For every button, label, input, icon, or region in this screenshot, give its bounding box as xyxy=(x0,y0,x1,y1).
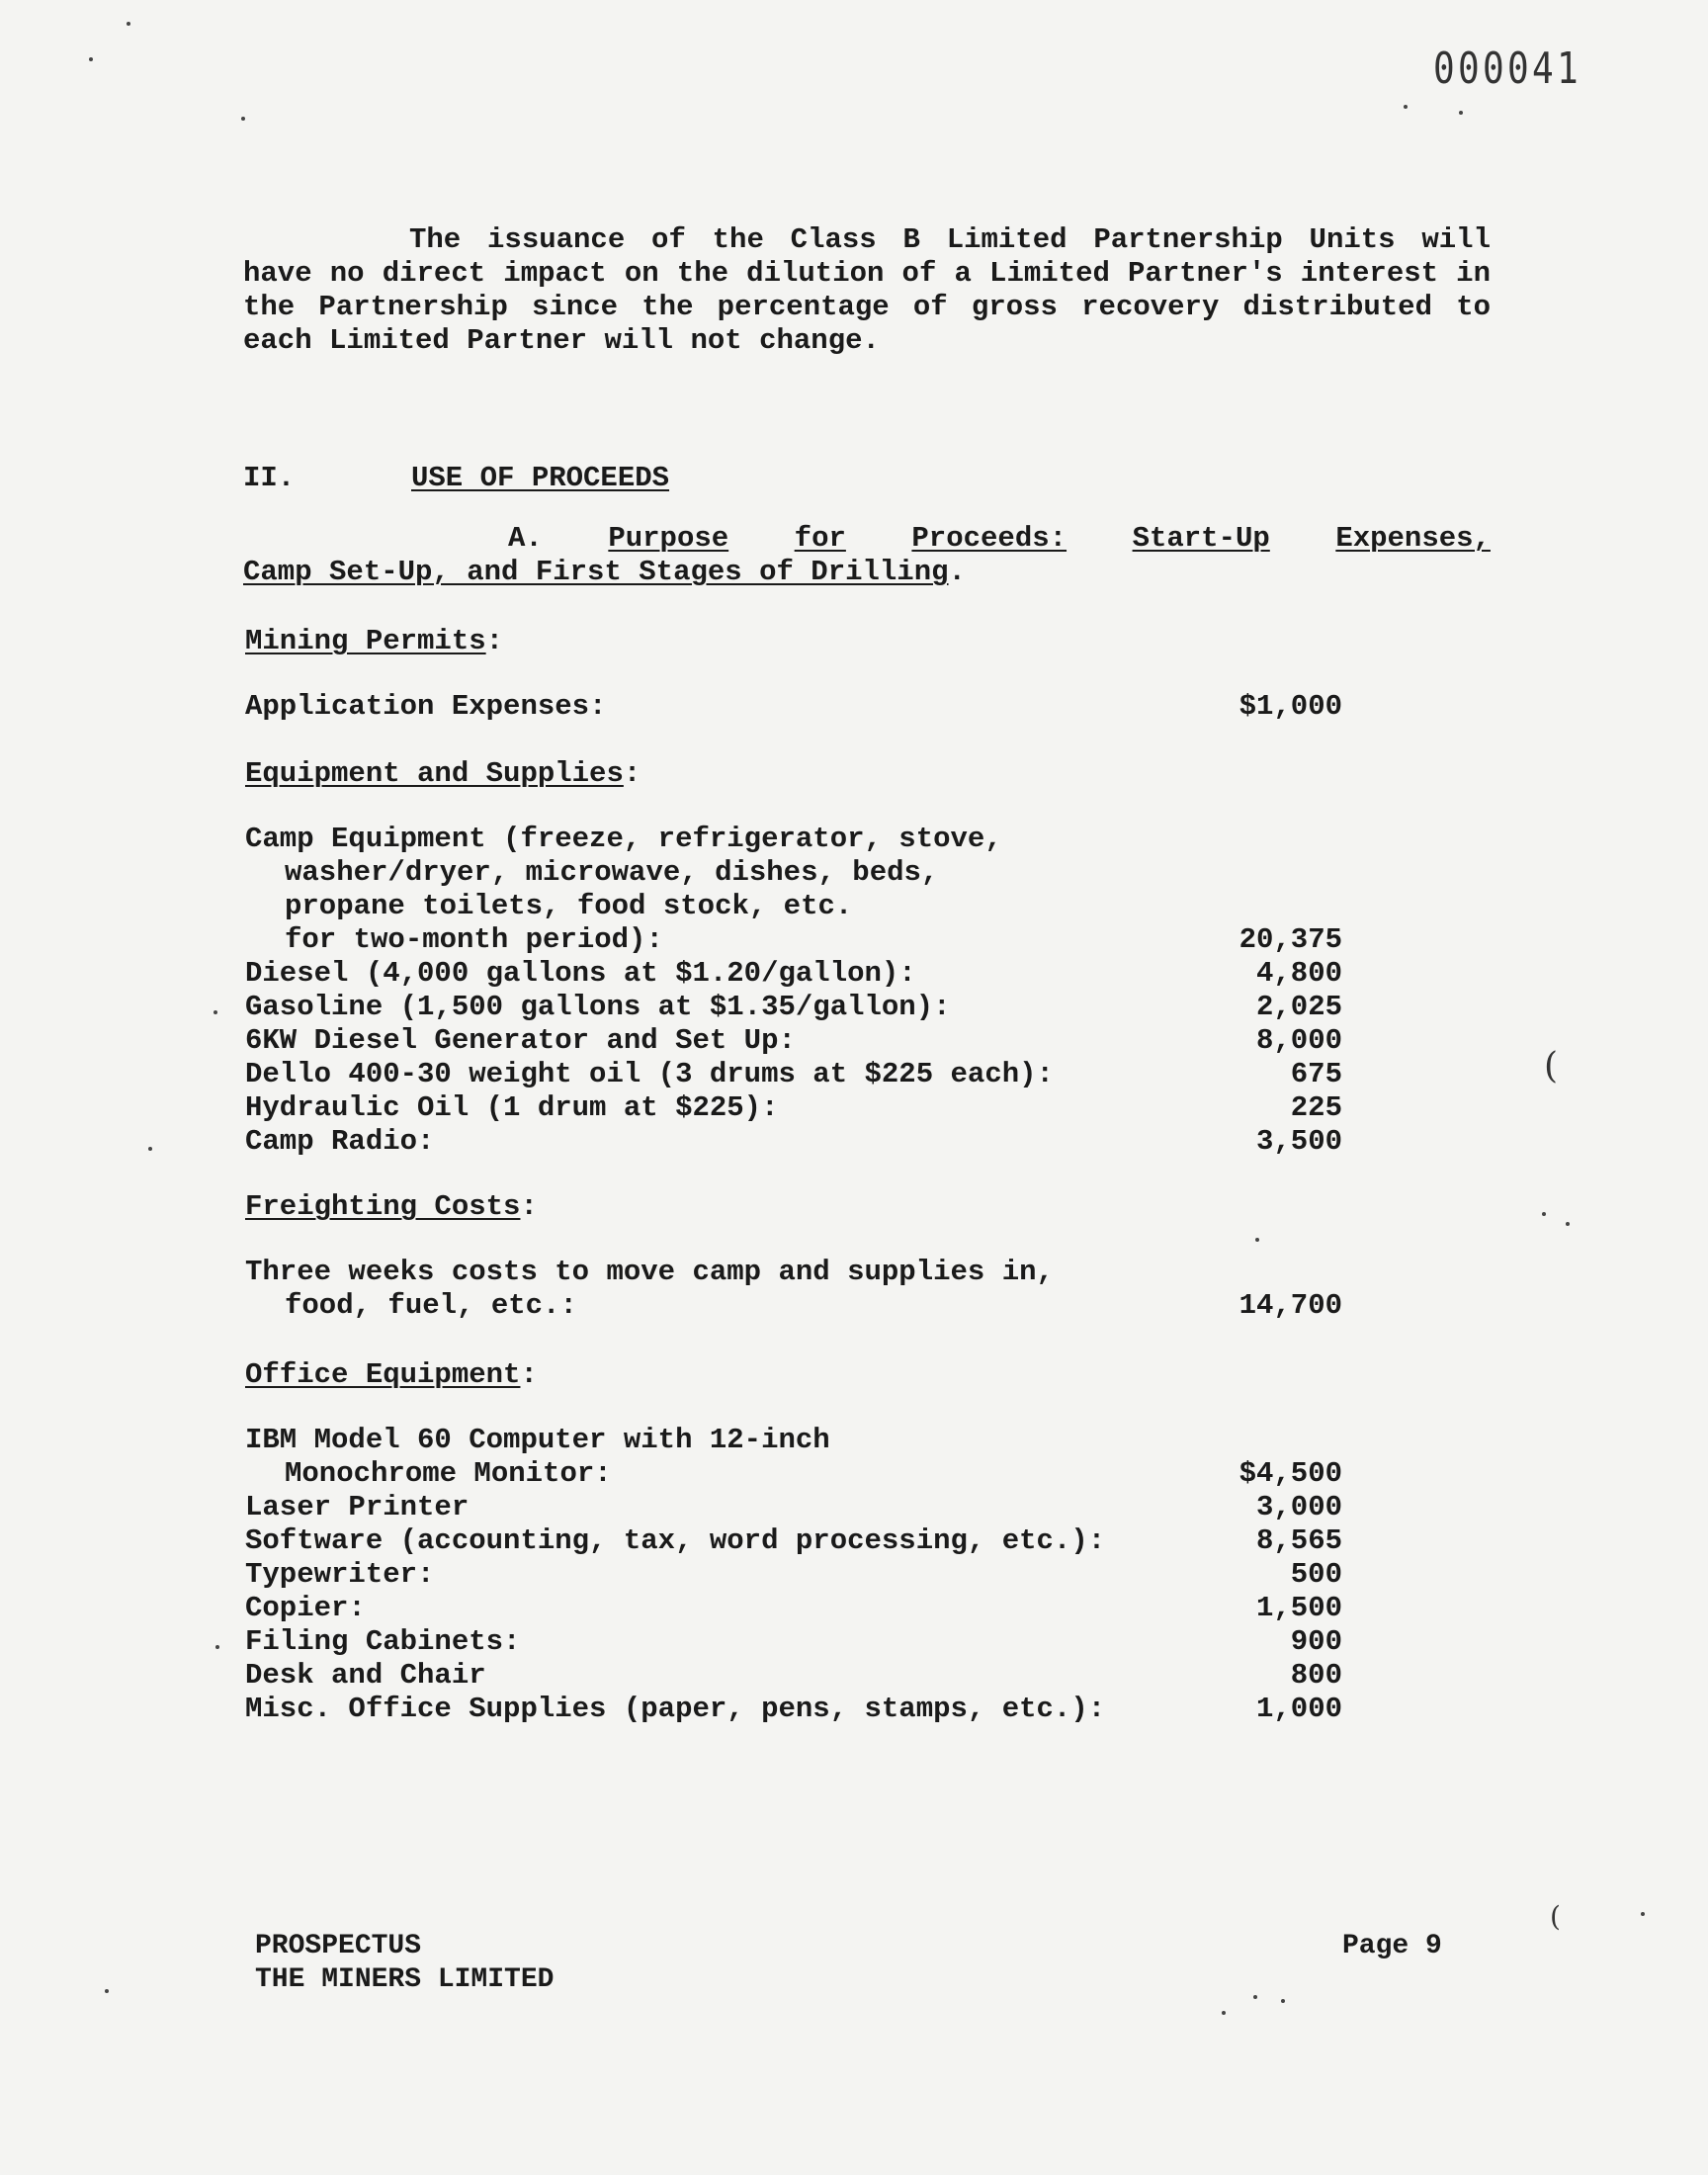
line-item-amount: 900 xyxy=(1290,1625,1342,1658)
line-item-label: Gasoline (1,500 gallons at $1.35/gallon): xyxy=(245,991,951,1023)
purpose-word: Start-Up xyxy=(1132,522,1270,555)
line-item xyxy=(245,1524,1342,1558)
line-item xyxy=(245,1491,1342,1524)
margin-mark: ( xyxy=(1550,1900,1561,1933)
line-item xyxy=(245,1693,1342,1726)
intro-paragraph: The issuance of the Class B Limited Partnership Units will have no direct impact on the dilution of a Limited Partner's interest in the Partnership since the percentage of gross recovery distributed to each Limited Partner will not change. xyxy=(243,223,1491,357)
line-item-amount: 20,375 xyxy=(1238,923,1342,956)
scan-speck xyxy=(215,1645,219,1649)
line-item xyxy=(245,1024,1342,1058)
line-item-amount: 8,000 xyxy=(1255,1024,1342,1057)
equipment-heading: Equipment and Supplies: xyxy=(245,757,641,790)
line-item-label: Diesel (4,000 gallons at $1.20/gallon): xyxy=(245,957,916,990)
scan-speck xyxy=(1404,105,1408,109)
line-item-amount: 1,500 xyxy=(1255,1592,1342,1624)
line-item-amount: 1,000 xyxy=(1255,1693,1342,1725)
line-item-amount: 14,700 xyxy=(1238,1289,1342,1322)
line-item-amount: 2,025 xyxy=(1255,991,1342,1023)
mining-permits-heading: Mining Permits: xyxy=(245,625,504,657)
computer-line: IBM Model 60 Computer with 12-inch xyxy=(245,1424,830,1456)
scan-speck xyxy=(148,1147,152,1151)
line-item-label: Typewriter: xyxy=(245,1558,435,1591)
purpose-word: Expenses, xyxy=(1335,522,1491,555)
section-number: II. xyxy=(243,462,296,494)
line-item xyxy=(245,923,1342,957)
line-item xyxy=(245,1091,1342,1125)
line-item-label: Software (accounting, tax, word processing, etc.): xyxy=(245,1524,1106,1557)
scan-speck xyxy=(105,1989,109,1993)
line-item-label: Misc. Office Supplies (paper, pens, stamps, etc.): xyxy=(245,1693,1106,1725)
camp-equipment-line: propane toilets, food stock, etc. xyxy=(285,890,853,922)
section-heading xyxy=(243,462,669,495)
purpose-line-2 xyxy=(243,556,1491,589)
camp-equipment-line: for two-month period): xyxy=(285,923,663,956)
scan-speck xyxy=(1222,2011,1226,2015)
freighting-line: food, fuel, etc.: xyxy=(285,1289,577,1322)
purpose-heading xyxy=(243,522,1491,589)
footer-company: THE MINERS LIMITED xyxy=(255,1964,555,1995)
scan-speck xyxy=(1542,1212,1546,1216)
mining-permits-heading-text: Mining Permits xyxy=(245,625,486,657)
line-item-amount: 3,500 xyxy=(1255,1125,1342,1158)
scan-speck xyxy=(1641,1912,1645,1916)
line-item-label: Dello 400-30 weight oil (3 drums at $225 each): xyxy=(245,1058,1054,1090)
equipment-section xyxy=(245,757,1342,1159)
line-item-label: Laser Printer xyxy=(245,1491,470,1523)
scan-speck xyxy=(89,57,93,61)
footer-left xyxy=(255,1930,554,1997)
line-item-label: 6KW Diesel Generator and Set Up: xyxy=(245,1024,796,1057)
section-title: USE OF PROCEEDS xyxy=(411,462,670,494)
line-item xyxy=(245,1592,1342,1625)
freighting-heading: Freighting Costs: xyxy=(245,1190,538,1223)
margin-mark: ( xyxy=(1544,1046,1559,1087)
scan-speck xyxy=(241,117,245,121)
scan-speck xyxy=(1566,1222,1570,1226)
freighting-section xyxy=(245,1190,1342,1323)
line-item xyxy=(245,1457,1342,1491)
line-item-label: Desk and Chair xyxy=(245,1659,486,1692)
line-item-label: Application Expenses: xyxy=(245,690,607,723)
line-item xyxy=(245,1659,1342,1693)
purpose-period: . xyxy=(948,556,966,588)
scan-speck xyxy=(1253,1995,1257,1999)
line-item-amount: 4,800 xyxy=(1255,957,1342,990)
line-item-amount: 8,565 xyxy=(1255,1524,1342,1557)
line-item-amount: 225 xyxy=(1290,1091,1342,1124)
scan-speck xyxy=(1255,1238,1259,1242)
purpose-word: Proceeds: xyxy=(911,522,1068,555)
line-item xyxy=(245,1289,1342,1323)
office-section xyxy=(245,1358,1342,1726)
line-item xyxy=(245,690,1342,724)
line-item-amount: 3,000 xyxy=(1255,1491,1342,1523)
purpose-line-2-text: Camp Set-Up, and First Stages of Drilling xyxy=(243,556,949,588)
camp-equipment-line: washer/dryer, microwave, dishes, beds, xyxy=(285,856,939,889)
purpose-line-1 xyxy=(243,522,1491,556)
document-number-stamp: 000041 xyxy=(1433,44,1582,94)
line-item-amount: $4,500 xyxy=(1238,1457,1342,1490)
line-item xyxy=(245,1558,1342,1592)
mining-permits-section xyxy=(245,625,1342,724)
purpose-letter: A. xyxy=(508,522,543,555)
office-heading-text: Office Equipment xyxy=(245,1358,521,1391)
purpose-word: for xyxy=(794,522,846,555)
line-item-amount: 675 xyxy=(1290,1058,1342,1090)
line-item-label: Hydraulic Oil (1 drum at $225): xyxy=(245,1091,779,1124)
equipment-heading-text: Equipment and Supplies xyxy=(245,757,624,790)
scan-speck xyxy=(1459,111,1463,115)
line-item xyxy=(245,957,1342,991)
line-item-amount: 500 xyxy=(1290,1558,1342,1591)
line-item xyxy=(245,991,1342,1024)
line-item xyxy=(245,1625,1342,1659)
scan-speck xyxy=(1281,1999,1285,2003)
purpose-word: Purpose xyxy=(608,522,729,555)
scan-speck xyxy=(214,1010,217,1014)
scan-speck xyxy=(127,22,130,26)
computer-line: Monochrome Monitor: xyxy=(285,1457,612,1490)
camp-equipment-line: Camp Equipment (freeze, refrigerator, stove, xyxy=(245,823,1002,855)
page-number: Page 9 xyxy=(1342,1931,1442,1961)
line-item xyxy=(245,1125,1342,1159)
camp-equipment-item xyxy=(245,823,1342,957)
line-item-label: Copier: xyxy=(245,1592,366,1624)
line-item-label: Filing Cabinets: xyxy=(245,1625,521,1658)
office-heading: Office Equipment: xyxy=(245,1358,538,1391)
freighting-heading-text: Freighting Costs xyxy=(245,1190,521,1223)
line-item xyxy=(245,1058,1342,1091)
line-item-amount: 800 xyxy=(1290,1659,1342,1692)
line-item-label: Camp Radio: xyxy=(245,1125,435,1158)
footer-prospectus: PROSPECTUS xyxy=(255,1931,422,1961)
freighting-item xyxy=(245,1256,1342,1323)
line-item-amount: $1,000 xyxy=(1238,690,1342,723)
freighting-line: Three weeks costs to move camp and supplies in, xyxy=(245,1256,1054,1288)
computer-item xyxy=(245,1424,1342,1491)
